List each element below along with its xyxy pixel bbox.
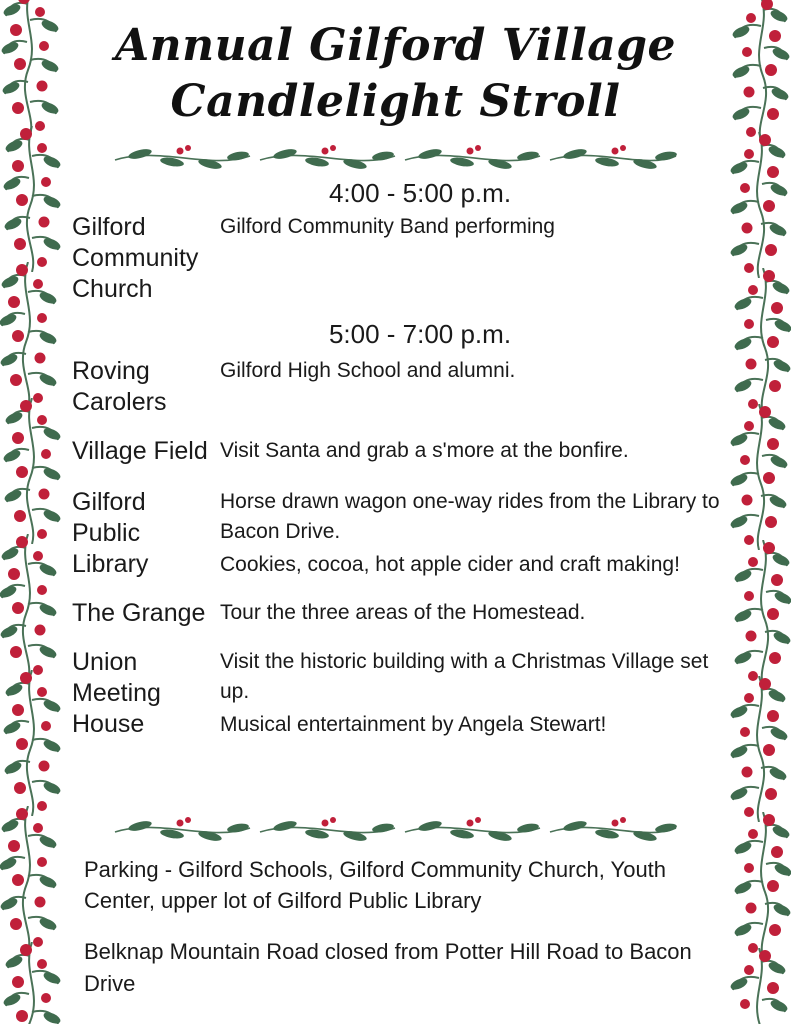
floral-vine-icon bbox=[0, 398, 78, 544]
floral-vine-icon bbox=[0, 126, 78, 272]
venue-details bbox=[220, 356, 720, 388]
detail-line: Gilford Community Band performing bbox=[220, 214, 555, 238]
detail-line: Musical entertainment by Angela Stewart! bbox=[220, 712, 607, 736]
floral-vine-icon bbox=[0, 942, 78, 1024]
venue-details bbox=[220, 487, 720, 582]
detail-line: Gilford High School and alumni. bbox=[220, 359, 516, 383]
venue-name: Roving Carolers bbox=[72, 357, 167, 417]
floral-vine-icon bbox=[0, 262, 78, 408]
venue-name: Union Meeting House bbox=[72, 647, 161, 738]
floral-vine-icon bbox=[713, 540, 791, 686]
detail-line: Visit the historic building with a Christmas Village set up. bbox=[220, 649, 709, 704]
venue-details bbox=[220, 436, 720, 468]
venue-details bbox=[220, 212, 720, 244]
footer-notes bbox=[84, 854, 714, 999]
title-line-1: Annual Gilford Village bbox=[115, 20, 676, 71]
floral-vine-icon bbox=[713, 948, 791, 1024]
schedule-row bbox=[72, 356, 720, 418]
floral-vine-icon bbox=[0, 534, 78, 680]
detail-line: Visit Santa and grab a s'more at the bonfire. bbox=[220, 439, 629, 463]
right-floral-border bbox=[713, 0, 791, 1024]
floral-flourish-icon bbox=[110, 812, 681, 842]
venue-details bbox=[220, 647, 720, 742]
poster-title bbox=[90, 18, 701, 131]
schedule-row bbox=[72, 487, 720, 582]
venue-name: Gilford Public Library bbox=[72, 487, 149, 578]
floral-vine-icon bbox=[713, 0, 791, 142]
venue-name: The Grange bbox=[72, 599, 206, 628]
time-slot-1: 4:00 - 5:00 p.m. bbox=[328, 178, 512, 208]
floral-vine-icon bbox=[0, 0, 78, 136]
floral-vine-icon bbox=[0, 806, 78, 952]
detail-line: Cookies, cocoa, hot apple cider and craft making! bbox=[220, 552, 680, 576]
floral-vine-icon bbox=[713, 268, 791, 414]
schedule-row bbox=[72, 436, 720, 468]
schedule-row bbox=[72, 212, 720, 305]
title-line-2: Candlelight Stroll bbox=[170, 76, 621, 128]
floral-vine-icon bbox=[713, 132, 791, 278]
venue-details bbox=[220, 598, 720, 630]
schedule-section bbox=[72, 178, 720, 742]
floral-vine-icon bbox=[713, 676, 791, 822]
schedule-row bbox=[72, 647, 720, 742]
spacer bbox=[72, 305, 720, 319]
floral-flourish-icon bbox=[110, 140, 681, 170]
floral-vine-icon bbox=[713, 812, 791, 958]
venue-name: Village Field bbox=[72, 437, 208, 466]
detail-line: Tour the three areas of the Homestead. bbox=[220, 601, 586, 625]
venue-name: Gilford Community Church bbox=[72, 212, 199, 303]
road-closure-note: Belknap Mountain Road closed from Potter Hill Road to Bacon Drive bbox=[84, 939, 692, 996]
schedule-row bbox=[72, 598, 720, 630]
floral-vine-icon bbox=[713, 404, 791, 550]
floral-vine-icon bbox=[0, 670, 78, 816]
left-floral-border bbox=[0, 0, 78, 1024]
detail-line: Horse drawn wagon one-way rides from the Library to Bacon Drive. bbox=[220, 489, 720, 544]
time-slot-2: 5:00 - 7:00 p.m. bbox=[328, 318, 512, 349]
parking-note: Parking - Gilford Schools, Gilford Community Church, Youth Center, upper lot of Gilford Public Library bbox=[84, 857, 667, 914]
